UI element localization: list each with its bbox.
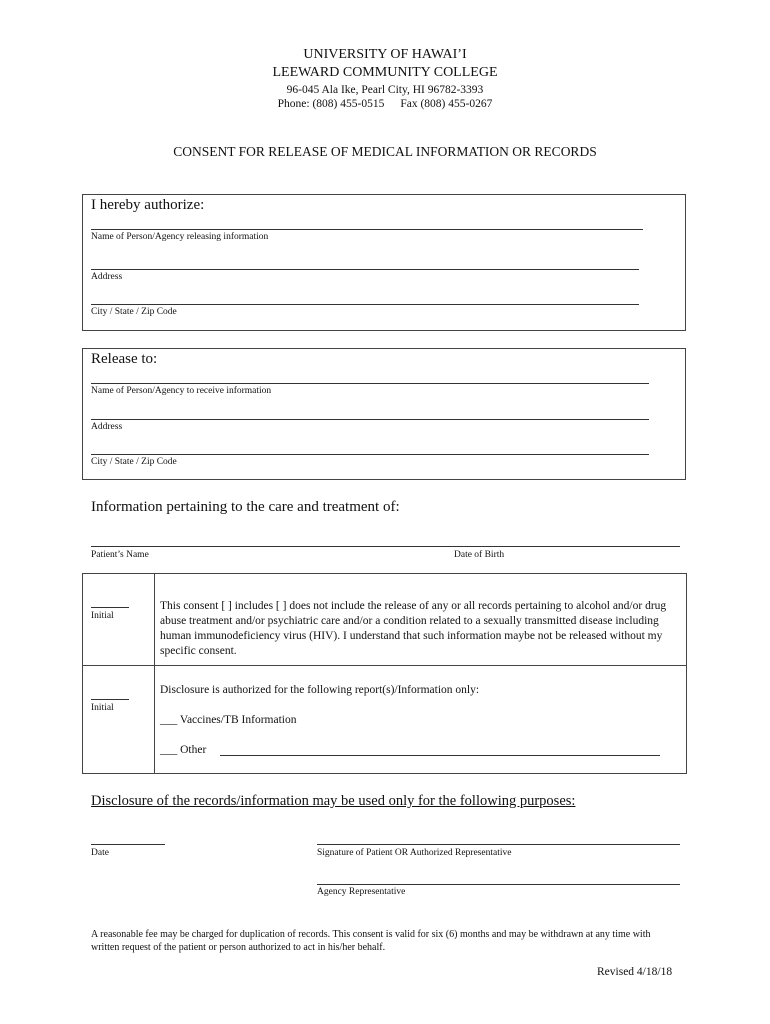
college-address: 96-045 Ala Ike, Pearl City, HI 96782-3393 [286, 84, 484, 96]
vaccines-option[interactable]: ___ Vaccines/TB Information [160, 714, 297, 726]
consent-initial-field[interactable] [91, 607, 129, 608]
releasing-city-label: City / State / Zip Code [91, 307, 177, 317]
disclosure-initial-field[interactable] [91, 699, 129, 700]
disclosure-intro: Disclosure is authorized for the following report(s)/Information only: [160, 684, 480, 696]
phone-number: Phone: (808) 455-0515 [277, 98, 385, 110]
authorize-section [82, 194, 686, 331]
releasing-address-field[interactable] [91, 269, 639, 270]
other-text-field[interactable] [220, 755, 660, 756]
other-option[interactable]: ___ Other [160, 744, 207, 756]
patient-name-label: Patient’s Name [91, 550, 149, 560]
fee-notice: A reasonable fee may be charged for duplication of records. This consent is valid for six (6) months and may be withdrawn at any time with written request of the patient or person authorized to act in his/her behalf. [91, 929, 651, 953]
patient-heading: Information pertaining to the care and treatment of: [91, 499, 400, 515]
authorize-heading: I hereby authorize: [91, 197, 205, 213]
college-name: LEEWARD COMMUNITY COLLEGE [272, 65, 498, 80]
releasing-name-field[interactable] [91, 229, 643, 230]
form-title: CONSENT FOR RELEASE OF MEDICAL INFORMATION OR RECORDS [173, 144, 597, 159]
release-section [82, 348, 686, 480]
patient-name-field[interactable] [91, 546, 680, 547]
receiving-name-label: Name of Person/Agency to receive information [91, 386, 272, 396]
purposes-heading: Disclosure of the records/information may be used only for the following purposes: [91, 793, 576, 809]
agency-signature-field[interactable] [317, 884, 680, 885]
disclosure-initial-label: Initial [91, 703, 114, 713]
releasing-address-label: Address [91, 272, 123, 282]
table-column-divider [154, 574, 155, 773]
consent-table [82, 573, 687, 774]
university-name: UNIVERSITY OF HAWAI’I [303, 47, 467, 62]
contact-line [0, 98, 770, 110]
releasing-city-field[interactable] [91, 304, 639, 305]
fax-number: Fax (808) 455-0267 [400, 98, 493, 110]
consent-initial-label: Initial [91, 611, 114, 621]
receiving-city-label: City / State / Zip Code [91, 457, 177, 467]
releasing-name-label: Name of Person/Agency releasing information [91, 232, 269, 242]
table-row-divider [83, 665, 686, 666]
receiving-address-field[interactable] [91, 419, 649, 420]
dob-label: Date of Birth [454, 550, 505, 560]
agency-signature-label: Agency Representative [317, 887, 406, 897]
date-label: Date [91, 848, 109, 858]
consent-statement: This consent [ ] includes [ ] does not include the release of any or all records pertaining to alcohol and/or drug abuse treatment and/or psychiatric care and/or a condition related to a sexually transmitted disease including human immunodeficiency virus (HIV). I understand that such information maybe not be released without my specific consent. [160, 600, 667, 657]
date-field[interactable] [91, 844, 165, 845]
receiving-address-label: Address [91, 422, 123, 432]
patient-signature-label: Signature of Patient OR Authorized Representative [317, 848, 512, 858]
release-heading: Release to: [91, 351, 158, 367]
receiving-name-field[interactable] [91, 383, 649, 384]
patient-signature-field[interactable] [317, 844, 680, 845]
revision-date: Revised 4/18/18 [597, 966, 673, 978]
receiving-city-field[interactable] [91, 454, 649, 455]
